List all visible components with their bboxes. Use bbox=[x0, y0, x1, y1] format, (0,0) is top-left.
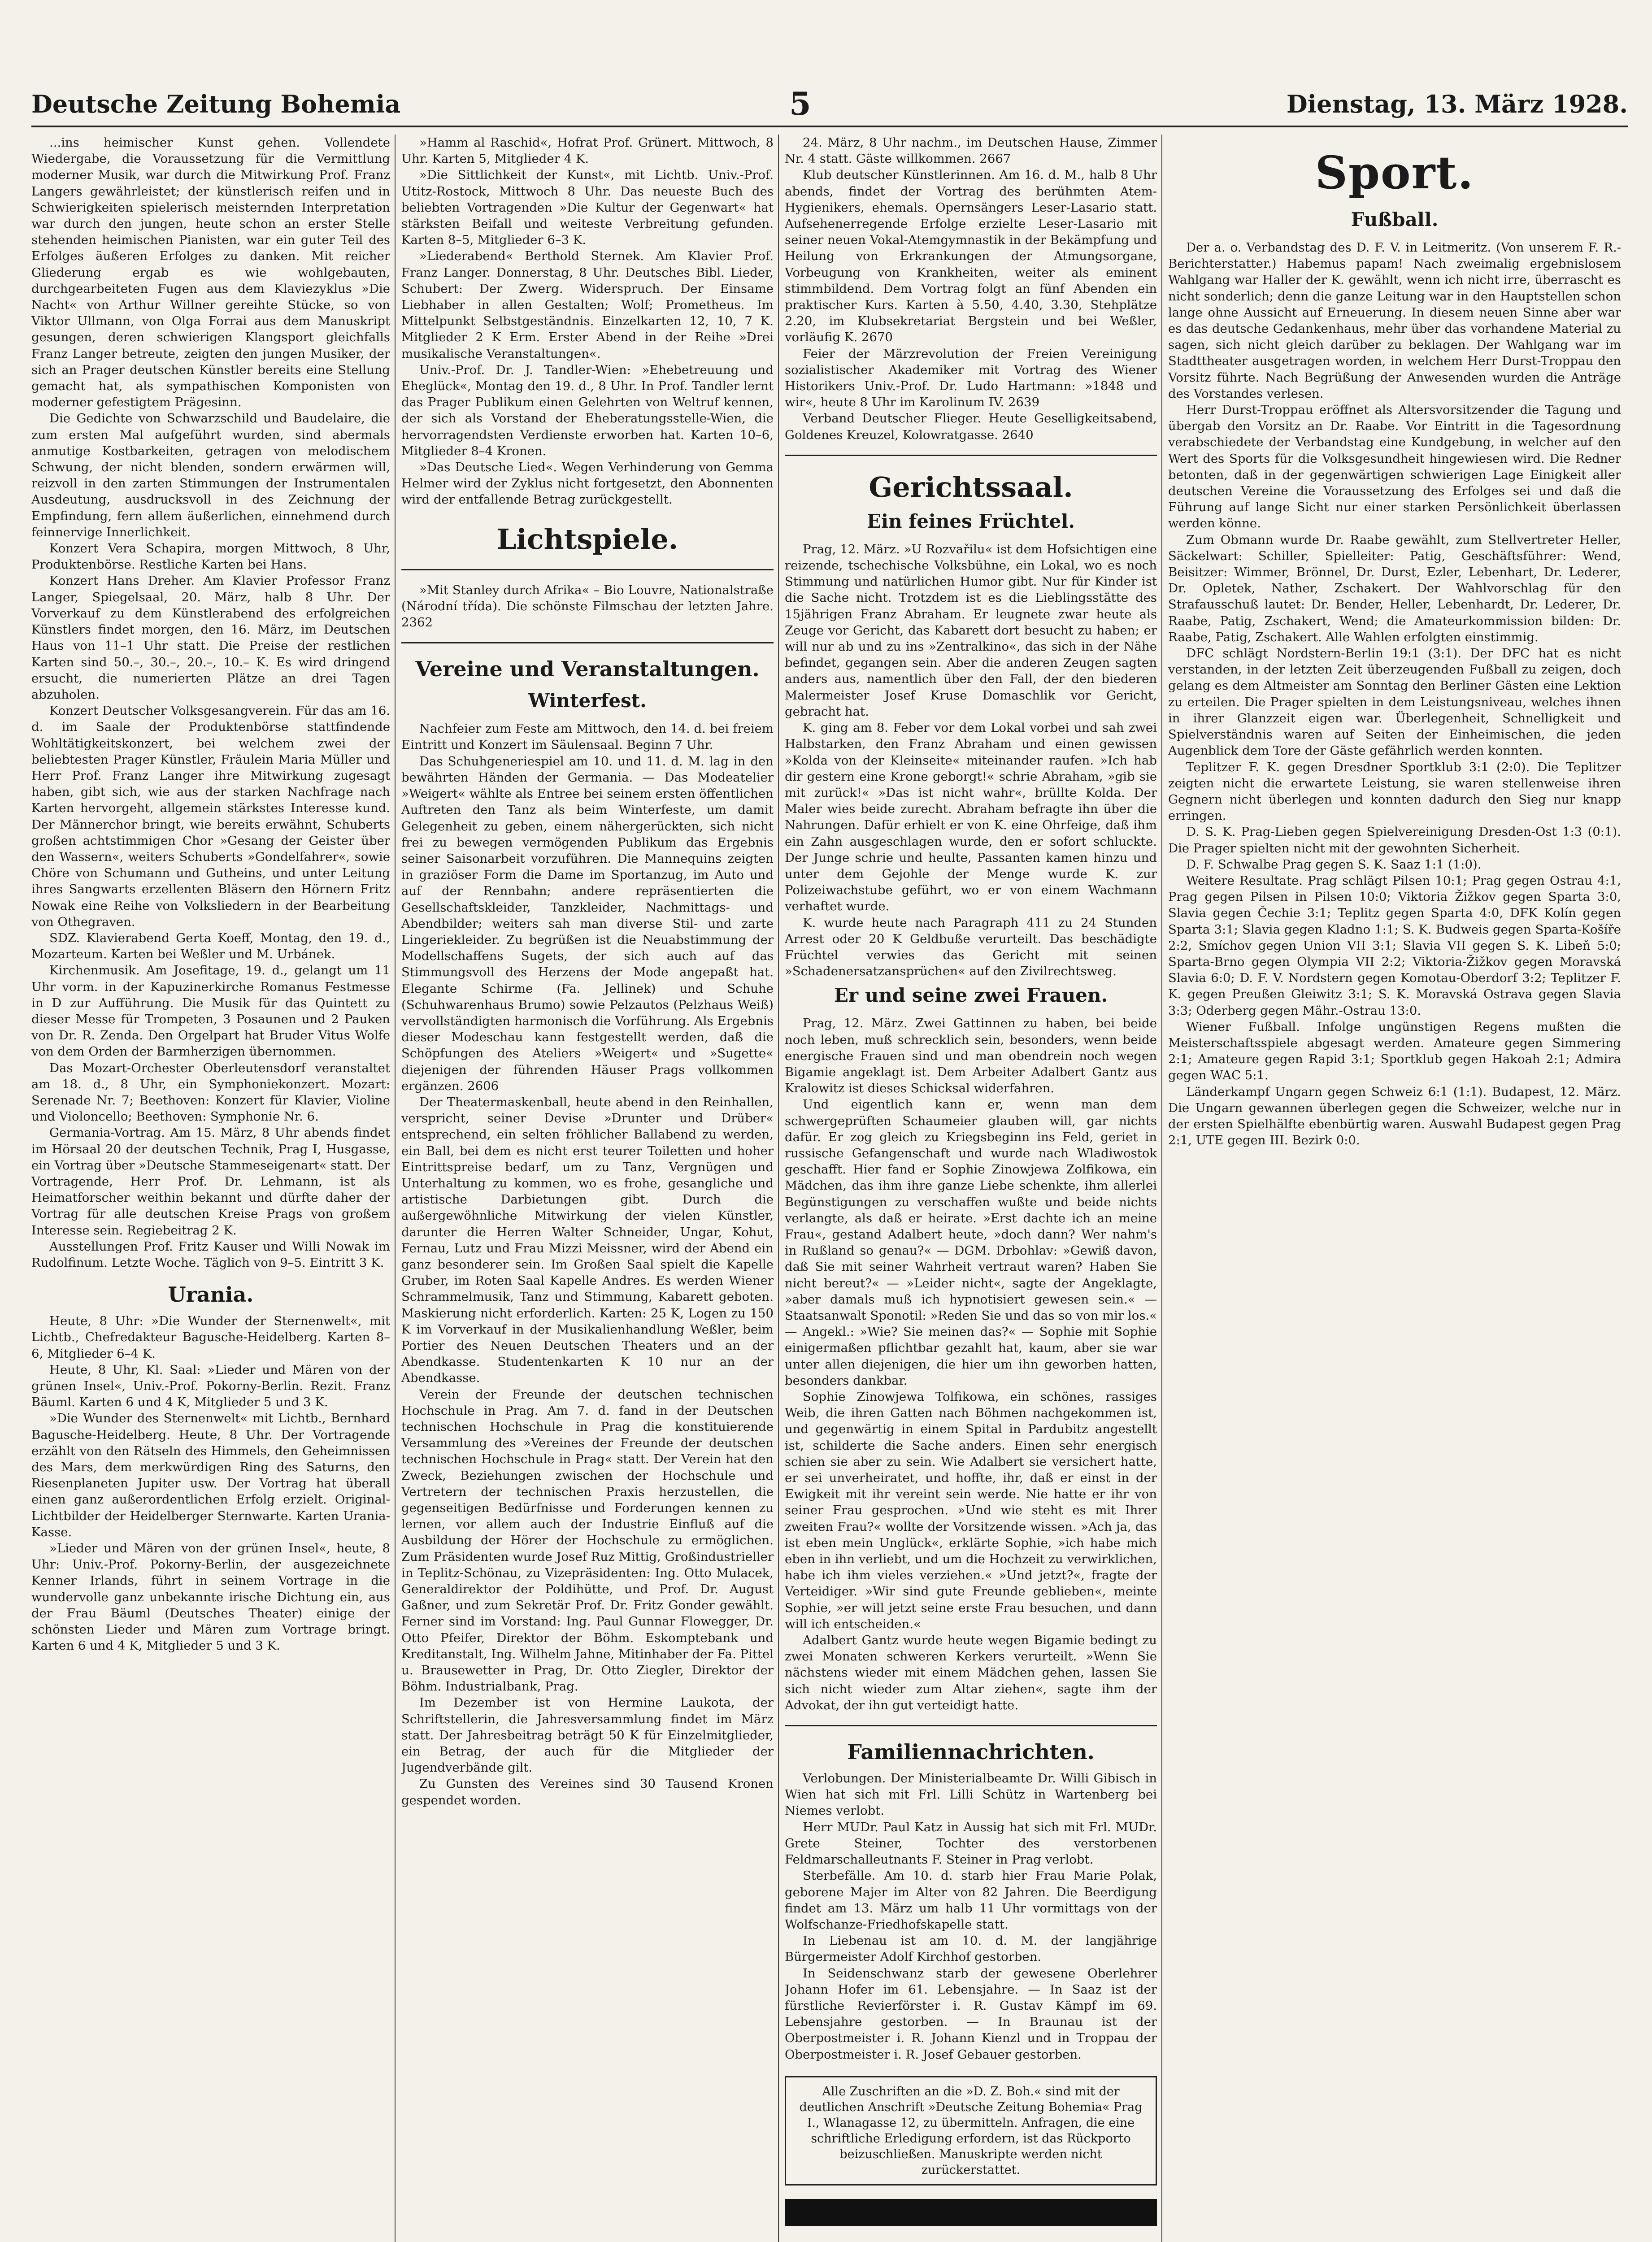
article-paragraph: Im Dezember ist von Hermine Laukota, der Schriftstellerin, die Jahresversammlung findet im März statt. Der Jahresbeitrag beträgt 50 K für Einzelmitglieder, ein Betrag, der auch für die Mitglieder der Jugendverbände gilt. bbox=[401, 1695, 774, 1775]
article-paragraph: D. S. K. Prag-Lieben gegen Spielvereinigung Dresden-Ost 1:3 (0:1). Die Prager spielten nicht mit der gewohnten Sicherheit. bbox=[1168, 825, 1621, 856]
article-paragraph: Und eigentlich kann er, wenn man dem schwergeprüften Schaumeier glauben will, gar nichts dafür. Er zog gleich zu Kriegsbeginn ins Feld, geriet in russische Gefangenschaft und wurde nach Wladiwostok geschafft. Hier fand er Sophie Zinowjewa Zolfikowa, ein Mädchen, das ihm ihre ganze Liebe schenkte, ihm allerlei Begünstigungen zu verschaffen wußte und beide nichts verlangte, als daß er heirate. »Erst dachte ich an meine Frau«, gestand Adalbert heute, »doch dann? Wer nahm's in Rußland so genau?« — DGM. Drbohlav: »Gewiß davon, daß Sie mit seiner Wahrheit vertraut waren? Haben Sie nicht bereut?« — »Leider nicht«, sagte der Angeklagte, »aber damals muß ich hypnotisiert gewesen sein.« — Staatsanwalt Sponotil: »Reden Sie und das so von mir los.« — Angekl.: »Wie? Sie meinen das?« — Sophie mit Sophie einigermaßen pflichtbar gezahlt hat, kaum, aber sie war unter allen diejenigen, die hier um ihn geworben hatten, besonders dankbar. bbox=[785, 1097, 1157, 1388]
masthead-title: Deutsche Zeitung Bohemia bbox=[31, 90, 401, 118]
divider bbox=[785, 1725, 1157, 1726]
editorial-notice: Alle Zuschriften an die »D. Z. Boh.« sind mit der deutlichen Anschrift »Deutsche Zeitung Bohemia« Prag I., Wlanagasse 12, zu übermitteln. Anfragen, die eine schriftliche Erledigung erfordern, ist das Rückporto beizuschließen. Manuskripte werden nicht zurückerstattet. bbox=[785, 2076, 1157, 2186]
article-paragraph: ...ins heimischer Kunst gehen. Vollendete Wiedergabe, die Voraussetzung für die Vermittlung moderner Musik, war durch die Mitwirkung Prof. Franz Langers gewährleistet; der künstlerisch reifen und in Schwierigkeiten spielerisch meisternden Interpretation war durch den jungen, heute schon an erster Stelle stehenden heimischen Pianisten, war ein guter Teil des Erfolges äußeren Erfolges zu danken. Mit reicher Gliederung ergab es wie wohlgebauten, durchgearbeiteten Fugen aus dem Klaviezyklus »Die Nacht« von Arthur Willner gereihte Stücke, so von Viktor Ullmann, von Olga Forrai aus dem Manuskript gesungen, deren schwierigen Klangsport gleichfalls Franz Langer betreute, zeigten den jungen Musiker, der sich an Prager deutschen Künstler bereits eine Stellung gemacht hat, als sympathischen Komponisten von moderner gefestigtem Prägesinn. bbox=[31, 135, 390, 410]
article-paragraph: D. F. Schwalbe Prag gegen S. K. Saaz 1:1 (1:0). bbox=[1186, 857, 1482, 872]
column-divider bbox=[778, 135, 779, 2242]
article-paragraph: K. wurde heute nach Paragraph 411 zu 24 Stunden Arrest oder 20 K Geldbuße verurteilt. Das beschädigte Früchtel verwies das Gericht mit seinen »Schadenersatzansprüchen« auf den Zivilrechtsweg. bbox=[785, 915, 1157, 979]
gerichtssaal-subheading: Ein feines Früchtel. bbox=[867, 510, 1075, 532]
article-paragraph: »Die Wunder des Sternenwelt« mit Lichtb., Bernhard Bagusche-Heidelberg. Heute, 8 Uhr. Der Vortragende erzählt von den Rätseln des Himmels, den Geheimnissen des Mars, dem merkwürdigen Ring des Saturns, den Riesenplaneten Jupiter usw. Der Vortrag hat überall einen ganz außerordentlichen Erfolg erzielt. Original-Lichtbilder der Heidelberger Sternwarte. Karten Urania-Kasse. bbox=[31, 1411, 390, 1539]
article-paragraph: Prag, 12. März. »U Rozvařilu« ist dem Hofsichtigen eine reizende, tschechische Volksbühne, ein Lokal, wo es noch Stimmung und natürlichen Humor gibt. Nur für Kinder ist die Sache nicht. Trotzdem ist es die Lieblingsstätte des 15jährigen Franz Abraham. Er leugnete zwar heute als Zeuge vor Gericht, das Kabarett dort besucht zu haben; er will nur ab und zu ins »Zentralkino«, das sich in der Nähe befindet, gegangen sein. Aber die anderen Zeugen sagten anders aus, namentlich über den Fall, der den biederen Malermeister Josef Kruse Domaschlik vor Gericht, gebracht hat. bbox=[785, 542, 1157, 719]
article-paragraph: Klub deutscher Künstlerinnen. Am 16. d. M., halb 8 Uhr abends, findet der Vortrag des berühmten Atem-Hygienikers, ehemals. Opernsängers Leser-Lasario statt. Aufsehenerregende Erfolge erzielte Leser-Lasario mit seiner neuen Vokal-Atemgymnastik in der Bekämpfung und Heilung von Erkrankungen der Atmungsorgane, Vorbeugung von Krankheiten, weiter als eminent stimmbildend. Dem Vortrag folgt an fünf Abenden ein praktischer Kurs. Karten à 5.50, 4.40, 3.30, Stehplätze 2.20, im Klubsekretariat Bergstein und bei Weßler, vorläufig K. 2670 bbox=[785, 168, 1157, 345]
dark-bar bbox=[785, 2199, 1157, 2226]
article-paragraph: Sophie Zinowjewa Tolfikowa, ein schönes, rassiges Weib, die ihren Gatten nach Böhmen nachgekommen ist, und gegenwärtig in einem Spital in Pardubitz angestellt ist, schilderte die Sache anders. Einen sehr energisch schien sie aber zu sein. Wie Adalbert sie versichert hatte, er sei unverheiratet, und hoffte, ihr, daß er einst in der Ewigkeit mit ihr vereint sein werde. Nie hatte er ihr von seiner Frau gesprochen. »Und wie steht es mit Ihrer zweiten Frau?« wollte der Vorsitzende wissen. »Ach ja, das ist eben mein Unglück«, erklärte Sophie, »ich habe mich eben in ihn verliebt, und um die Hochzeit zu verwirklichen, habe ich ihm vieles verziehen.« »Und jetzt?«, fragte der Verteidiger. »Wir sind gute Freunde geblieben«, meinte Sophie, »er will jetzt seine erste Frau besuchen, und dann will ich entscheiden.« bbox=[785, 1390, 1157, 1631]
article-paragraph: Konzert Hans Dreher. Am Klavier Professor Franz Langer, Spiegelsaal, 20. März, halb 8 Uhr. Der Vorverkauf zu dem Künstlerabend des erfolgreichen Künstlers findet morgen, den 16. März, im Deutschen Haus von 11–1 Uhr statt. Die Preise der restlichen Karten sind 50.–, 30.–, 20.–, 10.– K. Es wird dringend ersucht, die numerierten Plätze an drei Tagen abzuholen. bbox=[31, 574, 390, 702]
sport-subheading: Fußball. bbox=[1351, 209, 1439, 230]
article-paragraph: Herr MUDr. Paul Katz in Aussig hat sich mit Frl. MUDr. Grete Steiner, Tochter des verstorbenen Feldmarschalleutnants F. Steiner in Prag verlobt. bbox=[785, 1820, 1157, 1867]
article-paragraph: SDZ. Klavierabend Gerta Koeff, Montag, den 19. d., Mozarteum. Karten bei Weßler und M. Urbánek. bbox=[31, 930, 390, 962]
column-3 bbox=[785, 135, 1157, 2242]
column-1 bbox=[31, 135, 390, 2242]
article-paragraph: Verlobungen. Der Ministerialbeamte Dr. Willi Gibisch in Wien hat sich mit Frl. Lilli Schütz in Wartenberg bei Niemes verlobt. bbox=[785, 1771, 1157, 1818]
vereine-subheading: Winterfest. bbox=[528, 690, 647, 712]
article-paragraph: »Liederabend« Berthold Sternek. Am Klavier Prof. Franz Langer. Donnerstag, 8 Uhr. Deutsches Bibl. Lieder, Schubert: Der Zwerg. Widerspruch. Der Einsame Liebhaber in allen Gestalten; Wolf; Prometheus. Im Mittelpunkt Selbstgeständnis. Einzelkarten 12, 10, 7 K. Mitglieder 2 K Erm. Erster Abend in der Reihe »Drei musikalische Veranstaltungen«. bbox=[401, 249, 774, 361]
lichtspiele-heading: Lichtspiele. bbox=[496, 522, 678, 556]
column-4 bbox=[1168, 135, 1621, 2242]
article-paragraph: Weitere Resultate. Prag schlägt Pilsen 10:1; Prag gegen Ostrau 4:1, Prag gegen Pilsen in Pilsen 10:0; Viktoria Žižkov gegen Sparta 3:0, Slavia gegen Čechie 3:1; Teplitz gegen Sparta 4:0, DFK Kolín gegen Sparta 3:1; Slavia gegen Kladno 1:1; S. K. Budweis gegen Sparta-Košíře 2:2, Smíchov gegen Union VII 3:1; Slavia VII gegen S. K. Libeň 5:0; Sparta-Brno gegen Olympia VII 2:2; Viktoria-Žižkov gegen Moravská Slavia 6:0; D. F. V. Nordstern gegen Komotau-Oberdorf 3:2; Teplitzer F. K. gegen Preußen Gleiwitz 3:1; S. K. Moravská Ostrava gegen Slavia 3:3; Oderberg gegen Mähr.-Ostrau 13:0. bbox=[1168, 873, 1621, 1018]
article-paragraph: In Seidenschwanz starb der gewesene Oberlehrer Johann Hofer im 61. Lebensjahre. — In Saaz ist der fürstliche Revierförster i. R. Gustav Kämpf im 69. Lebensjahre gestorben. — In Braunau ist der Oberpostmeister i. R. Johann Kienzl und in Troppau der Oberpostmeister i. R. Josef Gebauer gestorben. bbox=[785, 1966, 1157, 2062]
divider bbox=[401, 642, 774, 643]
column-divider bbox=[395, 135, 396, 2242]
article-paragraph: DFC schlägt Nordstern-Berlin 19:1 (3:1). Der DFC hat es nicht verstanden, in der letzten Zeit überzeugenden Fußball zu zeigen, doch gelang es dem Altmeister am Sonntag den Berliner Gästen eine Lektion zu erteilen. Die Prager spielten in dem Leistungsniveau, welches ihnen in ihrer Glanzzeit eigen war. Überlegenheit, Schnelligkeit und Spielverständnis waren auf Seiten der Einheimischen, die jeden Augenblick dem Tore der Gäste gefährlich werden konnten. bbox=[1168, 646, 1621, 758]
article-paragraph: Ausstellungen Prof. Fritz Kauser und Willi Nowak im Rudolfinum. Letzte Woche. Täglich von 9–5. Eintritt 3 K. bbox=[31, 1239, 390, 1270]
vereine-heading: Vereine und Veranstaltungen. bbox=[415, 657, 760, 682]
article-paragraph: Die Gedichte von Schwarzschild und Baudelaire, die zum ersten Mal aufgeführt wurden, sind abermals anmutige Kostbarkeiten, getragen von melodischem Schwung, der nicht blenden, sondern erwärmen will, reizvoll in den zarten Stimmungen der Instrumentalen Ausdeutung, ausdrucksvoll in des Zeichnung der Empfindung, fern allem äußerlichen, einnehmend durch feinnervige Innerlichkeit. bbox=[31, 411, 390, 539]
article-paragraph: Adalbert Gantz wurde heute wegen Bigamie bedingt zu zwei Monaten schweren Kerkers verurteilt. »Wenn Sie nächstens wieder mit einem Mädchen gehen, lassen Sie sich nicht wieder zum Altar ziehen«, sagte ihm der Advokat, der ihn gut verteidigt hatte. bbox=[785, 1633, 1157, 1712]
masthead bbox=[31, 85, 1628, 127]
article-paragraph: Prag, 12. März. Zwei Gattinnen zu haben, bei beide noch leben, muß schrecklich sein, besonders, wenn beide energische Frauen sind und man obendrein noch wegen Bigamie angeklagt ist. Dem Arbeiter Adalbert Gantz aus Kralowitz ist dieses Schicksal widerfahren. bbox=[785, 1016, 1157, 1096]
gerichtssaal-heading: Gerichtssaal. bbox=[869, 470, 1073, 504]
article-paragraph: Das Mozart-Orchester Oberleutensdorf veranstaltet am 18. d., 8 Uhr, ein Symphoniekonzert. Mozart: Serenade Nr. 7; Beethoven: Konzert für Klavier, Violine und Violoncello; Beethoven: Symphonie Nr. 6. bbox=[31, 1060, 390, 1124]
article-paragraph: Das Schuhgeneriespiel am 10. und 11. d. M. lag in den bewährten Händen der Germania. — Das Modeatelier »Weigert« wählte als Entree bei seinem ersten öffentlichen Auftreten den Tanz als beim Winterfeste, um damit Gelegenheit zu geben, einem nähergerückten, sich nicht frei zu bewegen vermögenden Publikum das Ergebnis seiner Saisonarbeit vorzuführen. Die Mannequins zeigten in graziöser Form die Dame im Sportanzug, im Auto und auf der Rennbahn; andere repräsentierten die Gesellschaftskleider, Tanzkleider, Nachmittags- und Abendbilder; weiters sah man diverse Stil- und zarte Lingeriekleider. Zu begrüßen ist die Neuabstimmung der Modellschaffens Sugets, der sich auch auf das Stimmungsvoll des Herzens der Mode angepaßt hat. Elegante Schirme (Fa. Jellinek) und Schuhe (Schuhwarenhaus Brumo) sowie Pelzautos (Pelzhaus Weiß) vervollständigten harmonisch die Vorführung. Als Ergebnis dieser Modeschau kann festgestellt werden, daß die Schöpfungen des Ateliers »Weigert« und »Sugette« diejenigen der führenden Häuser Prags vollkommen ergänzen. 2606 bbox=[401, 754, 774, 1093]
article-paragraph: Herr Durst-Troppau eröffnet als Altersvorsitzender die Tagung und übergab den Vorsitz an Dr. Raabe. Vor Eintritt in die Tagesordnung verabschiedete der Verbandstag eine Kundgebung, in welcher auf den Wert des Sports für die Volksgesundheit hingewiesen wird. Die Redner betonten, daß in der gegenwärtigen schwierigen Lage Einigkeit aller deutschen Vereine die Voraussetzung des Erfolges sei und daß die Führung auf lange Sicht nur einer starken Persönlichkeit überlassen werden könne. bbox=[1168, 403, 1621, 531]
article-paragraph: Der Theatermaskenball, heute abend in den Reinhallen, verspricht, seiner Devise »Drunter und Drüber« entsprechend, ein selten fröhlicher Ballabend zu werden, ein Ball, bei dem es nicht erst teurer Toiletten und hoher Eintrittspreise bedarf, um zu Tanz, Vergnügen und Unterhaltung zu kommen, wo es frohe, gesangliche und artistische Darbietungen gibt. Durch die außergewöhnliche Mitwirkung der vielen Künstler, darunter die Herren Walter Schneider, Ungar, Kohut, Fernau, Lutz und Frau Mizzi Meissner, wird der Abend ein ganz besonderer sein. Im Großen Saal spielt die Kapelle Gruber, im Roten Saal Kapelle Andres. Es werden Wiener Schrammelmusik, Tanz und Stimmung, Kabarett geboten. Maskierung nicht erforderlich. Karten: 25 K, Logen zu 150 K im Vorverkauf in der Musikalienhandlung Weßler, beim Portier des Neuen Deutschen Theaters und an der Abendkasse. Studentenkarten K 10 nur an der Abendkasse. bbox=[401, 1095, 774, 1386]
article-paragraph: Der a. o. Verbandstag des D. F. V. in Leitmeritz. (Von unserem F. R.-Berichterstatter.) Habemus papam! Nach zweimalig ergebnislosem Wahlgang war Haller der K. gewählt, wenn ich nicht irre, überrascht es nicht sonderlich; denn die ganze Leitung war in den Hauptstellen schon lange ohne Aussicht auf Erneuerung. In diesem neuen Sinne aber war es das deutsche Gedankenhaus, mehr über das vorhandene Material zu sagen, sich nicht gleich darüber zu beklagen. Der Wahlgang war im Stadttheater ausgetragen worden, in welchem Herr Durst-Troppau den Vorsitz führte. Nach Begrüßung der Anwesenden wurden die Anträge des Vorstandes verlesen. bbox=[1168, 240, 1621, 401]
article-paragraph: Germania-Vortrag. Am 15. März, 8 Uhr abends findet im Hörsaal 20 der deutschen Technik, Prag I, Husgasse, ein Vortrag über »Deutsche Stammeseigenart« statt. Der Vortragende, Herr Prof. Dr. Lehmann, ist als Heimatforscher weithin bekannt und dürfte daher der Vortrag für alle deutschen Kreise Prags von großem Interesse sein. Regiebeitrag 2 K. bbox=[31, 1125, 390, 1238]
urania-heading: Urania. bbox=[168, 1282, 254, 1307]
article-paragraph: Verband Deutscher Flieger. Heute Geselligkeitsabend, Goldenes Kreuzel, Kolowratgasse. 2640 bbox=[785, 411, 1157, 442]
article-paragraph: Länderkampf Ungarn gegen Schweiz 6:1 (1:1). Budapest, 12. März. Die Ungarn gewannen überlegen gegen die Schweizer, welche nur in der ersten Spielhälfte ebenbürtig waren. Auswahl Budapest gegen Prag 2:1, UTE gegen III. Bezirk 0:0. bbox=[1168, 1084, 1621, 1148]
familie-heading: Familiennachrichten. bbox=[847, 1740, 1095, 1764]
article-paragraph: »Lieder und Mären von der grünen Insel«, heute, 8 Uhr: Univ.-Prof. Pokorny-Berlin, der ausgezeichnete Kenner Irlands, führt in seinem Vortrage in die wundervolle ganz unbekannte irische Dichtung ein, aus der Frau Bäuml (Deutsches Theater) einige der schönsten Lieder und Mären zum Vortrage bringt. Karten 6 und 4 K, Mitglieder 5 und 3 K. bbox=[31, 1541, 390, 1653]
article-paragraph: »Mit Stanley durch Afrika« – Bio Louvre, Nationalstraße (Národní třída). Die schönste Filmschau der letzten Jahre. 2362 bbox=[401, 582, 774, 630]
article-paragraph: »Das Deutsche Lied«. Wegen Verhinderung von Gemma Helmer wird der Zyklus nicht fortgesetzt, den Abonnenten wird der entfallende Betrag zurückgestellt. bbox=[401, 460, 774, 507]
article-paragraph: Verein der Freunde der deutschen technischen Hochschule in Prag. Am 7. d. fand in der Deutschen technischen Hochschule in Prag die konstituierende Versammlung des »Vereines der Freunde der deutschen technischen Hochschule in Prag« statt. Der Verein hat den Zweck, Beziehungen zwischen der Hochschule und Vertretern der technischen Praxis herzustellen, die gegenseitigen Bedürfnisse und Forderungen kennen zu lernen, vor allem auch der Industrie Einfluß auf die Ausbildung der Hörer der Hochschule zu ermöglichen. Zum Präsidenten wurde Josef Ruz Mittig, Großindustrieller in Teplitz-Schönau, zu Vizepräsidenten: Ing. Otto Mulacek, Generaldirektor der Poldihütte, und Prof. Dr. August Gaßner, und zum Sekretär Prof. Dr. Fritz Gonder gewählt. Ferner sind im Vorstand: Ing. Paul Gunnar Flowegger, Dr. Otto Pfeifer, Direktor der Böhm. Eskomptebank und Kreditanstalt, Ing. Wilhelm Jahne, Mitinhaber der Fa. Pittel u. Brausewetter in Prag, Dr. Otto Ziegler, Direktor der Böhm. Industrialbank, Prag. bbox=[401, 1387, 774, 1694]
article-paragraph: »Hamm al Raschid«, Hofrat Prof. Grünert. Mittwoch, 8 Uhr. Karten 5, Mitglieder 4 K. bbox=[401, 135, 774, 166]
article-paragraph: Sterbefälle. Am 10. d. starb hier Frau Marie Polak, geborene Majer im Alter von 82 Jahren. Die Beerdigung findet am 13. März um halb 11 Uhr vormittags von der Wolfschanze-Friedhofskapelle statt. bbox=[785, 1868, 1157, 1932]
article-paragraph: Zu Gunsten des Vereines sind 30 Tausend Kronen gespendet worden. bbox=[401, 1777, 774, 1808]
article-paragraph: Zum Obmann wurde Dr. Raabe gewählt, zum Stellvertreter Heller, Säckelwart: Schiller, Spielleiter: Patig, Geschäftsführer: Wend, Beisitzer: Wimmer, Brönnel, Dr. Durst, Ezler, Lebenhart, Dr. Lederer, Dr. Opletek, Nather, Zschakert. Der Wahlvorschlag für den Strafausschuß lautet: Dr. Bender, Heller, Lebenhardt, Dr. Lederer, Dr. Raabe, Patig, Zschakert, Wend; die Amateurkommission bilden: Dr. Raabe, Patig, Zschakert. Alle Wahlen erfolgten einstimmig. bbox=[1168, 532, 1621, 644]
gerichtssaal-subheading-2: Er und seine zwei Frauen. bbox=[834, 984, 1108, 1007]
article-paragraph: Nachfeier zum Feste am Mittwoch, den 14. d. bei freiem Eintritt und Konzert im Säulensaal. Beginn 7 Uhr. bbox=[401, 721, 774, 752]
article-paragraph: Feier der Märzrevolution der Freien Vereinigung sozialistischer Akademiker mit Vortrag des Wiener Historikers Univ.-Prof. Dr. Ludo Hartmann: »1848 und wir«, heute 8 Uhr im Karolinum IV. 2639 bbox=[785, 346, 1157, 410]
article-paragraph: Heute, 8 Uhr: »Die Wunder der Sternenwelt«, mit Lichtb., Chefredakteur Bagusche-Heidelberg. Karten 8–6, Mitglieder 6–4 K. bbox=[31, 1314, 390, 1361]
column-2 bbox=[401, 135, 774, 2242]
article-paragraph: Univ.-Prof. Dr. J. Tandler-Wien: »Ehebetreuung und Eheglück«, Montag den 19. d., 8 Uhr. In Prof. Tandler lernt das Prager Publikum einen Gelehrten von Weltruf kennen, der sich als Vorstand der Eheberatungsstelle-Wien, die hervorragendsten Verdienste erworben hat. Karten 10–6, Mitglieder 8–4 Kronen. bbox=[401, 362, 774, 458]
article-paragraph: In Liebenau ist am 10. d. M. der langjährige Bürgermeister Adolf Kirchhof gestorben. bbox=[785, 1934, 1157, 1964]
article-paragraph: Konzert Deutscher Volksgesangverein. Für das am 16. d. im Saale der Produktenbörse stattfindende Wohltätigkeitskonzert, bei welchem zwei der beliebtesten Prager Künstler, Fräulein Maria Müller und Herr Prof. Franz Langer ihre Mitwirkung zugesagt haben, gibt sich, wie aus der starken Nachfrage nach Karten hervorgeht, allgemein stärkstes Interesse kund. Der Männerchor bringt, wie bereits erwähnt, Schuberts großen achtstimmigen Chor »Gesang der Geister über den Wassern«, weiters Schuberts »Gondelfahrer«, sowie Chöre von Schumann und Gutheins, und unter Leitung ihres Sangwarts erzellenten Bläsern den Hörnern Fritz Nowak eine Reihe von Volksliedern in der Bearbeitung von Othegraven. bbox=[31, 704, 390, 929]
page-number: 5 bbox=[789, 85, 811, 122]
article-paragraph: Teplitzer F. K. gegen Dresdner Sportklub 3:1 (2:0). Die Teplitzer zeigten nicht die erwartete Leistung, sie waren stellenweise ihren Gegnern nicht überlegen und konnten dadurch den Sieg nur knapp erringen. bbox=[1168, 760, 1621, 823]
sport-heading: Sport. bbox=[1315, 146, 1474, 199]
article-paragraph: 24. März, 8 Uhr nachm., im Deutschen Hause, Zimmer Nr. 4 statt. Gäste willkommen. 2667 bbox=[785, 135, 1157, 166]
article-paragraph: »Die Sittlichkeit der Kunst«, mit Lichtb. Univ.-Prof. Utitz-Rostock, Mittwoch 8 Uhr. Das neueste Buch des beliebten Vortragenden »Die Kultur der Gegenwart« hat stärksten Beifall und weiteste Verbreitung gefunden. Karten 8–5, Mitglieder 6–3 K. bbox=[401, 168, 774, 248]
divider bbox=[785, 455, 1157, 456]
column-divider bbox=[1161, 135, 1162, 2242]
masthead-date: Dienstag, 13. März 1928. bbox=[1286, 90, 1628, 118]
divider bbox=[401, 569, 774, 570]
article-paragraph: Heute, 8 Uhr, Kl. Saal: »Lieder und Mären von der grünen Insel«, Univ.-Prof. Pokorny-Berlin. Rezit. Franz Bäuml. Karten 6 und 4 K, Mitglieder 5 und 3 K. bbox=[31, 1362, 390, 1410]
article-paragraph: Konzert Vera Schapira, morgen Mittwoch, 8 Uhr, Produktenbörse. Restliche Karten bei Hans. bbox=[31, 541, 390, 572]
article-paragraph: Kirchenmusik. Am Josefitage, 19. d., gelangt um 11 Uhr vorm. in der Kapuzinerkirche Romanus Festmesse in D zur Aufführung. Die Musik für das Quintett zu dieser Messe für Trompeten, 3 Posaunen und 2 Pauken von Dr. R. Zenda. Den Orgelpart hat Bruder Vitus Wolfe von dem Orden der Barmherzigen übernommen. bbox=[31, 963, 390, 1059]
article-paragraph: Wiener Fußball. Infolge ungünstigen Regens mußten die Meisterschaftsspiele abgesagt werden. Amateure gegen Simmering 2:1; Amateure gegen Rapid 3:1; Sportklub gegen Hakoah 2:1; Admira gegen WAC 5:1. bbox=[1168, 1019, 1621, 1083]
article-paragraph: K. ging am 8. Feber vor dem Lokal vorbei und sah zwei Halbstarken, den Franz Abraham und einen gewissen »Kolda von der Kleinseite« miteinander raufen. »Ich hab dir gestern eine Krone geborgt!« schrie Abraham, »gib sie mit zurück!« »Das ist nicht wahr«, brüllte Kolda. Der Maler wies beide zurecht. Abraham befragte ihn über die Nahrungen. Dafür erhielt er von K. eine Ohrfeige, daß ihm ein Zahn ausgeschlagen wurde, den er sofort schluckte. Der Junge schrie und heulte, Passanten kamen hinzu und unter dem Gejohle der Menge wurde K. zur Polizeiwachstube geführt, wo er von einem Wachmann verhaftet wurde. bbox=[785, 721, 1157, 914]
